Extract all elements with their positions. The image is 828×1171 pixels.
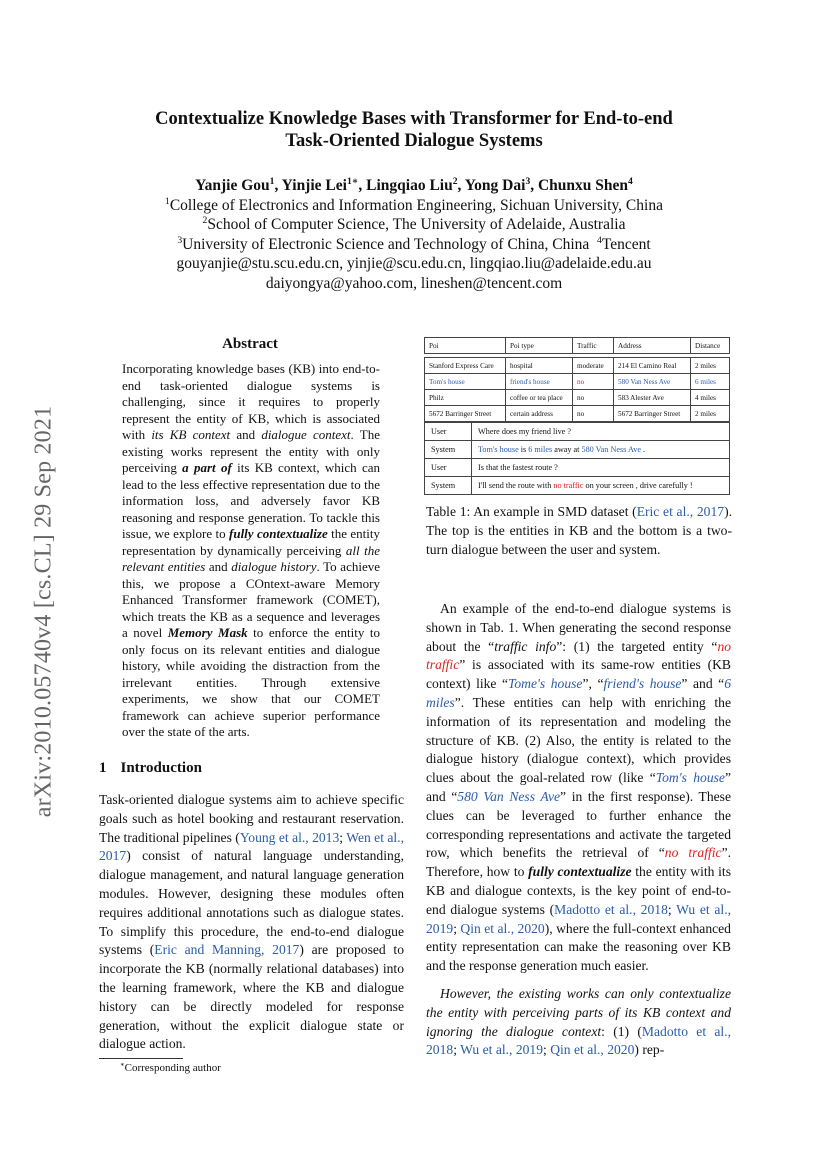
- dialogue-row: System I'll send the route with no traffic on your screen , drive carefully !: [425, 477, 730, 495]
- table-row: 5672 Barringer Street certain address no 5672 Barringer Street 2 miles: [425, 406, 730, 422]
- affiliation-2: $^2$School of Computer Science, The University of Adelaide, Australia: [202, 214, 626, 233]
- emails-line-2: daiyongya@yahoo.com, lineshen@tencent.com: [265, 274, 563, 292]
- table-header: Poi type: [506, 338, 573, 354]
- emails-line-1: gouyanjie@stu.scu.edu.cn, yinjie@scu.edu.cn, lingqiao.liu@adelaide.edu.au: [176, 255, 652, 272]
- table-header: Poi: [425, 338, 506, 354]
- dialogue-system-2: I'll send the route with no traffic on your screen , drive carefully !: [472, 477, 730, 495]
- title-line-1: Contextualize Knowledge Bases with Transformer for End-to-end: [155, 109, 673, 129]
- title-line-2: Task-Oriented Dialogue Systems: [285, 131, 543, 151]
- dialogue-row: User Where does my friend live ?: [425, 423, 730, 441]
- dialogue-row: System Tom's house is 6 miles away at 580 Van Ness Ave .: [425, 441, 730, 459]
- paper-title: [0, 108, 828, 152]
- author-block: [0, 176, 828, 293]
- author-sup: 1∗: [346, 175, 359, 187]
- section-heading: 1 Introduction: [99, 760, 202, 776]
- kb-table: [424, 337, 730, 495]
- abstract-body: Incorporating knowledge bases (KB) into end-to-end task-oriented dialogue systems is challenging, since it requires to properly represent the entity of KB, which is associated with its KB context and dialogue context. The existing works represent the entity with only perceiving a part of its KB context, which can lead to the less effective representation due to the information loss, and adversely favor KB reasoning and response generation. To tackle this issue, we explore to fully contextualize the entity representation by dynamically perceiving all the relevant entities and dialogue history. To achieve this, we propose a COntext-aware Memory Enhanced Transformer framework (COMET), which treats the KB as a sequence and leverages a novel Memory Mask to enforce the entity to only focus on its relevant entities and dialogue history, while avoiding the distraction from the irrelevant entities. Through extensive experiments, we show that our COMET framework can achieve superior performance over the state of the arts.: [122, 361, 380, 739]
- table-caption: Table 1: An example in SMD dataset (Eric et al., 2017). The top is the entities in KB and the bottom is a two-turn dialogue between the user and system.: [426, 504, 732, 557]
- affiliation-3-4: $^3$University of Electronic Science and Technology of China, China $^4$Tencent: [177, 234, 651, 253]
- table-header-row: [425, 338, 730, 354]
- author-sup: 1: [269, 175, 275, 187]
- author-sup: 4: [628, 175, 633, 187]
- affiliation-1: $^1$College of Electronics and Information Engineering, Sichuan University, China: [165, 195, 663, 214]
- author-name: Chunxu Shen: [537, 177, 629, 194]
- footnote: ∗Corresponding author: [120, 1061, 221, 1074]
- author-name: Yanjie Gou: [195, 177, 270, 194]
- author-name: Lingqiao Liu: [366, 177, 453, 194]
- author-sup: 3: [525, 175, 531, 187]
- author-names: Yanjie Gou$^1$, Yinjie Lei$^{1∗}$, Lingqiao Liu$^2$, Yong Dai$^3$, Chunxu Shen$^4$: [195, 175, 633, 194]
- table-header: Distance: [691, 338, 730, 354]
- dialogue-system-1: Tom's house is 6 miles away at 580 Van Ness Ave .: [472, 441, 730, 459]
- table-header: Traffic: [573, 338, 614, 354]
- author-sup: 2: [452, 175, 458, 187]
- author-name: Yinjie Lei: [281, 177, 347, 194]
- table-header: Address: [614, 338, 691, 354]
- right-column-body: An example of the end-to-end dialogue systems is shown in Tab. 1. When generating the second response about the “traffic info”: (1) the targeted entity “no traffic” is associated with its same-row entities (KB context) like “Tome's house”, “friend's house” and “6 miles”. These entities can help with enriching the information of its representation and modeling the structure of KB. (2) Also, the entity is related to the dialogue history (dialogue context), which provides clues about the goal-related row (like “Tom's house” and “580 Van Ness Ave” in the first response). These clues can be leveraged to further enhance the corresponding representations and activate the targeted row, which benefits the retrieval of “no traffic”. Therefore, how to fully contextualize the entity with its KB and dialogue contexts, is the key point of end-to-end dialogue systems (Madotto et al., 2018; Wu et al., 2019; Qin et al., 2020), where the full-context enhanced entity representation can make the reasoning over KB and the response generation much easier. However, the existing works can only contextualize the entity with perceiving parts of its KB context and ignoring the dialogue context: (1) (Madotto et al., 2018; Wu et al., 2019; Qin et al., 2020) rep-: [426, 601, 732, 1058]
- abstract-heading: Abstract: [222, 336, 278, 352]
- author-name: Yong Dai: [464, 177, 526, 194]
- table-row: Philz coffee or tea place no 583 Alester Ave 4 miles: [425, 390, 730, 406]
- arxiv-stamp-text: arXiv:2010.05740v4 [cs.CL] 29 Sep 2021: [30, 405, 57, 818]
- footnote-rule: [99, 1058, 183, 1059]
- intro-paragraph: Task-oriented dialogue systems aim to achieve specific goals such as hotel booking and restaurant reservation. The traditional pipelines (Young et al., 2013; Wen et al., 2017) consist of natural language understanding, dialogue management, and natural language generation modules. However, designing these modules often requires additional annotations such as dialogue states. To simplify this procedure, the end-to-end dialogue systems (Eric and Manning, 2017) are proposed to incorporate the KB (normally relational databases) into the learning framework, where the KB and dialogue history can be directly modeled for response generation, without the explicit dialogue state or dialogue action.: [99, 792, 405, 1052]
- table-row: Stanford Express Care hospital moderate 214 El Camino Real 2 miles: [425, 358, 730, 374]
- dialogue-row: User Is that the fastest route ?: [425, 459, 730, 477]
- table-row: Tom's house friend's house no 580 Van Ness Ave 6 miles: [425, 374, 730, 390]
